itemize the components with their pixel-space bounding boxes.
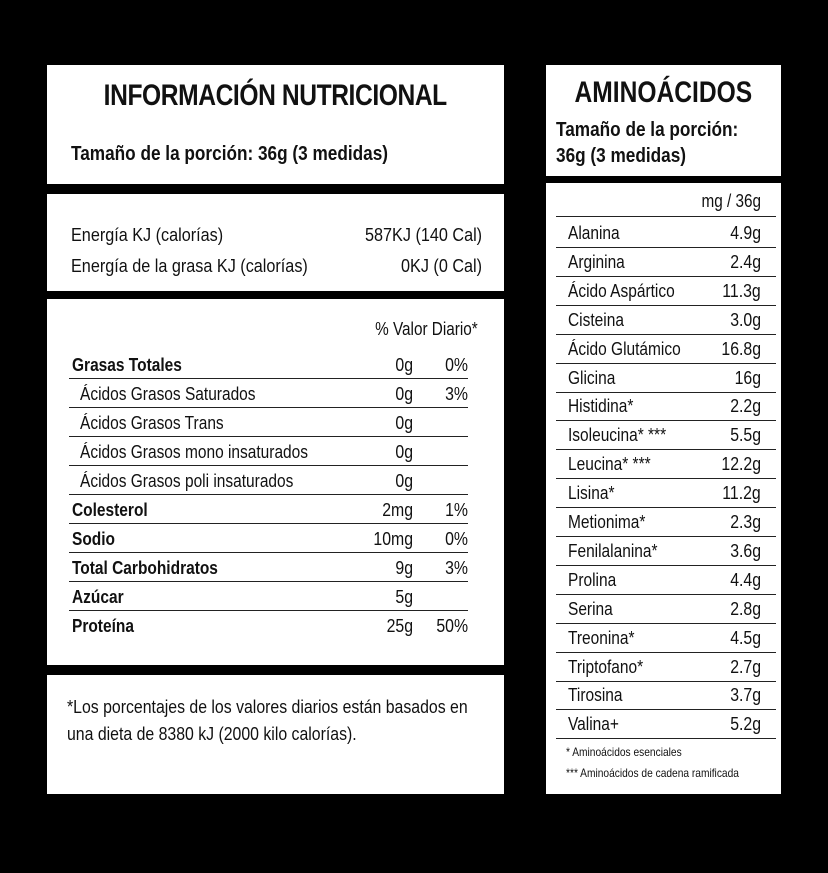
amino-row: [556, 219, 776, 248]
nutrition-serving-size: Tamaño de la porción: 36g (3 medidas): [71, 143, 388, 165]
amino-name: Treonina*: [568, 627, 635, 648]
amino-name: Valina+: [568, 714, 619, 735]
amino-name: Lisina*: [568, 483, 615, 504]
nutrient-label: Grasas Totales: [72, 355, 182, 375]
amino-value: 16.8g: [721, 338, 761, 359]
nutrient-label: Sodio: [72, 529, 115, 549]
nutrient-daily-value: 0%: [445, 529, 468, 549]
daily-value-header: % Valor Diario*: [375, 319, 478, 339]
nutrient-amount: 0g: [395, 442, 413, 462]
amino-value: 3.7g: [730, 685, 761, 706]
nutrient-row: [69, 582, 468, 611]
amino-name: Prolina: [568, 569, 617, 590]
amino-value: 5.5g: [730, 425, 761, 446]
nutrient-row: [69, 437, 468, 466]
nutrient-amount: 2mg: [382, 500, 413, 520]
nutrient-daily-value: 1%: [445, 500, 468, 520]
amino-row: [556, 392, 776, 421]
amino-row: [556, 450, 776, 479]
amino-row: [556, 595, 776, 624]
amino-value: 3.6g: [730, 540, 761, 561]
nutrient-label: Azúcar: [72, 587, 124, 607]
amino-row: [556, 306, 776, 335]
nutrient-label: Total Carbohidratos: [72, 558, 218, 578]
energy-row: [71, 225, 482, 246]
amino-name: Fenilalanina*: [568, 540, 658, 561]
divider: [556, 216, 776, 217]
amino-row: [556, 566, 776, 595]
daily-value-footnote: *Los porcentajes de los valores diarios están basados en una dieta de 8380 kJ (2000 kilo calorías).: [67, 697, 468, 744]
amino-value: 11.3g: [722, 280, 761, 301]
nutrient-label: Proteína: [72, 616, 134, 636]
fat-energy-row: [71, 256, 482, 277]
amino-row: [556, 624, 776, 653]
nutrient-amount: 5g: [395, 587, 413, 607]
nutrient-row: [69, 495, 468, 524]
amino-row: [556, 681, 776, 710]
amino-name: Leucina* ***: [568, 454, 651, 475]
amino-name: Ácido Aspártico: [568, 280, 675, 301]
amino-name: Isoleucina* ***: [568, 425, 667, 446]
amino-row: [556, 277, 776, 306]
amino-name: Ácido Glutámico: [568, 338, 681, 359]
amino-serving-size: Tamaño de la porción: 36g (3 medidas): [556, 119, 739, 167]
energy-value: 587KJ (140 Cal): [364, 225, 482, 245]
nutrient-row: [69, 466, 468, 495]
nutrient-row: [69, 524, 468, 553]
nutrient-amount: 10mg: [373, 529, 413, 549]
amino-value: 5.2g: [730, 714, 761, 735]
amino-row: [556, 508, 776, 537]
fat-energy-label: Energía de la grasa KJ (calorías): [71, 256, 308, 276]
nutrient-daily-value: 3%: [445, 558, 468, 578]
amino-name: Serina: [568, 598, 613, 619]
nutrient-daily-value: 3%: [445, 384, 468, 404]
fat-energy-value: 0KJ (0 Cal): [400, 256, 482, 276]
nutrient-daily-value: 0%: [445, 355, 468, 375]
nutrition-title: INFORMACIÓN NUTRICIONAL: [103, 79, 448, 112]
amino-value: 2.4g: [730, 251, 761, 272]
nutrient-row: [69, 611, 468, 639]
nutrient-label: Ácidos Grasos poli insaturados: [80, 471, 294, 491]
amino-title-panel: [546, 65, 781, 176]
nutrient-amount: 0g: [395, 471, 413, 491]
energy-label: Energía KJ (calorías): [71, 225, 224, 245]
nutrient-amount: 0g: [395, 384, 413, 404]
essential-note: * Aminoácidos esenciales: [566, 745, 682, 759]
amino-row: [556, 364, 776, 393]
amino-name: Triptofano*: [568, 656, 644, 677]
amino-value: 2.2g: [730, 396, 761, 417]
amino-name: Histidina*: [568, 396, 634, 417]
amino-value: 2.3g: [730, 512, 761, 532]
nutrient-row: [69, 553, 468, 582]
nutrient-amount: 25g: [386, 616, 413, 636]
amino-row: [556, 479, 776, 508]
amino-name: Tirosina: [568, 685, 623, 706]
amino-row: [556, 421, 776, 450]
nutrient-daily-value: 50%: [436, 616, 468, 636]
amino-row: [556, 335, 776, 364]
amino-name: Metionima*: [568, 512, 646, 532]
amino-value: 11.2g: [722, 483, 761, 504]
amino-value: 4.9g: [730, 223, 761, 243]
amino-name: Cisteina: [568, 309, 624, 330]
nutrient-label: Colesterol: [72, 500, 148, 520]
nutrient-label: Ácidos Grasos Saturados: [80, 384, 256, 404]
nutrient-row: [69, 408, 468, 437]
nutrient-label: Ácidos Grasos mono insaturados: [80, 442, 309, 462]
amino-title: AMINOÁCIDOS: [574, 76, 753, 109]
amino-name: Arginina: [568, 251, 625, 272]
amino-value: 2.8g: [730, 598, 761, 619]
amino-row: [556, 653, 776, 682]
nutrient-amount: 9g: [395, 558, 413, 578]
nutrient-amount: 0g: [395, 355, 413, 375]
amino-table-panel: [546, 183, 781, 794]
nutrient-label: Ácidos Grasos Trans: [80, 413, 224, 433]
nutrition-title-panel: [47, 65, 504, 184]
amino-name: Alanina: [568, 223, 620, 243]
nutrient-row: [69, 379, 468, 408]
amino-value: 2.7g: [730, 656, 761, 677]
amino-unit-header: mg / 36g: [701, 191, 761, 211]
nutrient-amount: 0g: [395, 413, 413, 433]
amino-row: [556, 537, 776, 566]
bcaa-note: *** Aminoácidos de cadena ramificada: [566, 766, 739, 780]
footnote-panel: [47, 675, 504, 794]
amino-value: 12.2g: [721, 454, 761, 475]
amino-value: 4.5g: [730, 627, 761, 648]
amino-name: Glicina: [568, 367, 616, 388]
nutrient-row: [69, 350, 468, 379]
amino-value: 4.4g: [730, 569, 761, 590]
energy-panel: [47, 194, 504, 291]
amino-value: 16g: [734, 367, 761, 388]
amino-value: 3.0g: [730, 309, 761, 330]
amino-row: [556, 710, 776, 739]
nutrient-table-panel: [47, 299, 504, 665]
amino-row: [556, 248, 776, 277]
